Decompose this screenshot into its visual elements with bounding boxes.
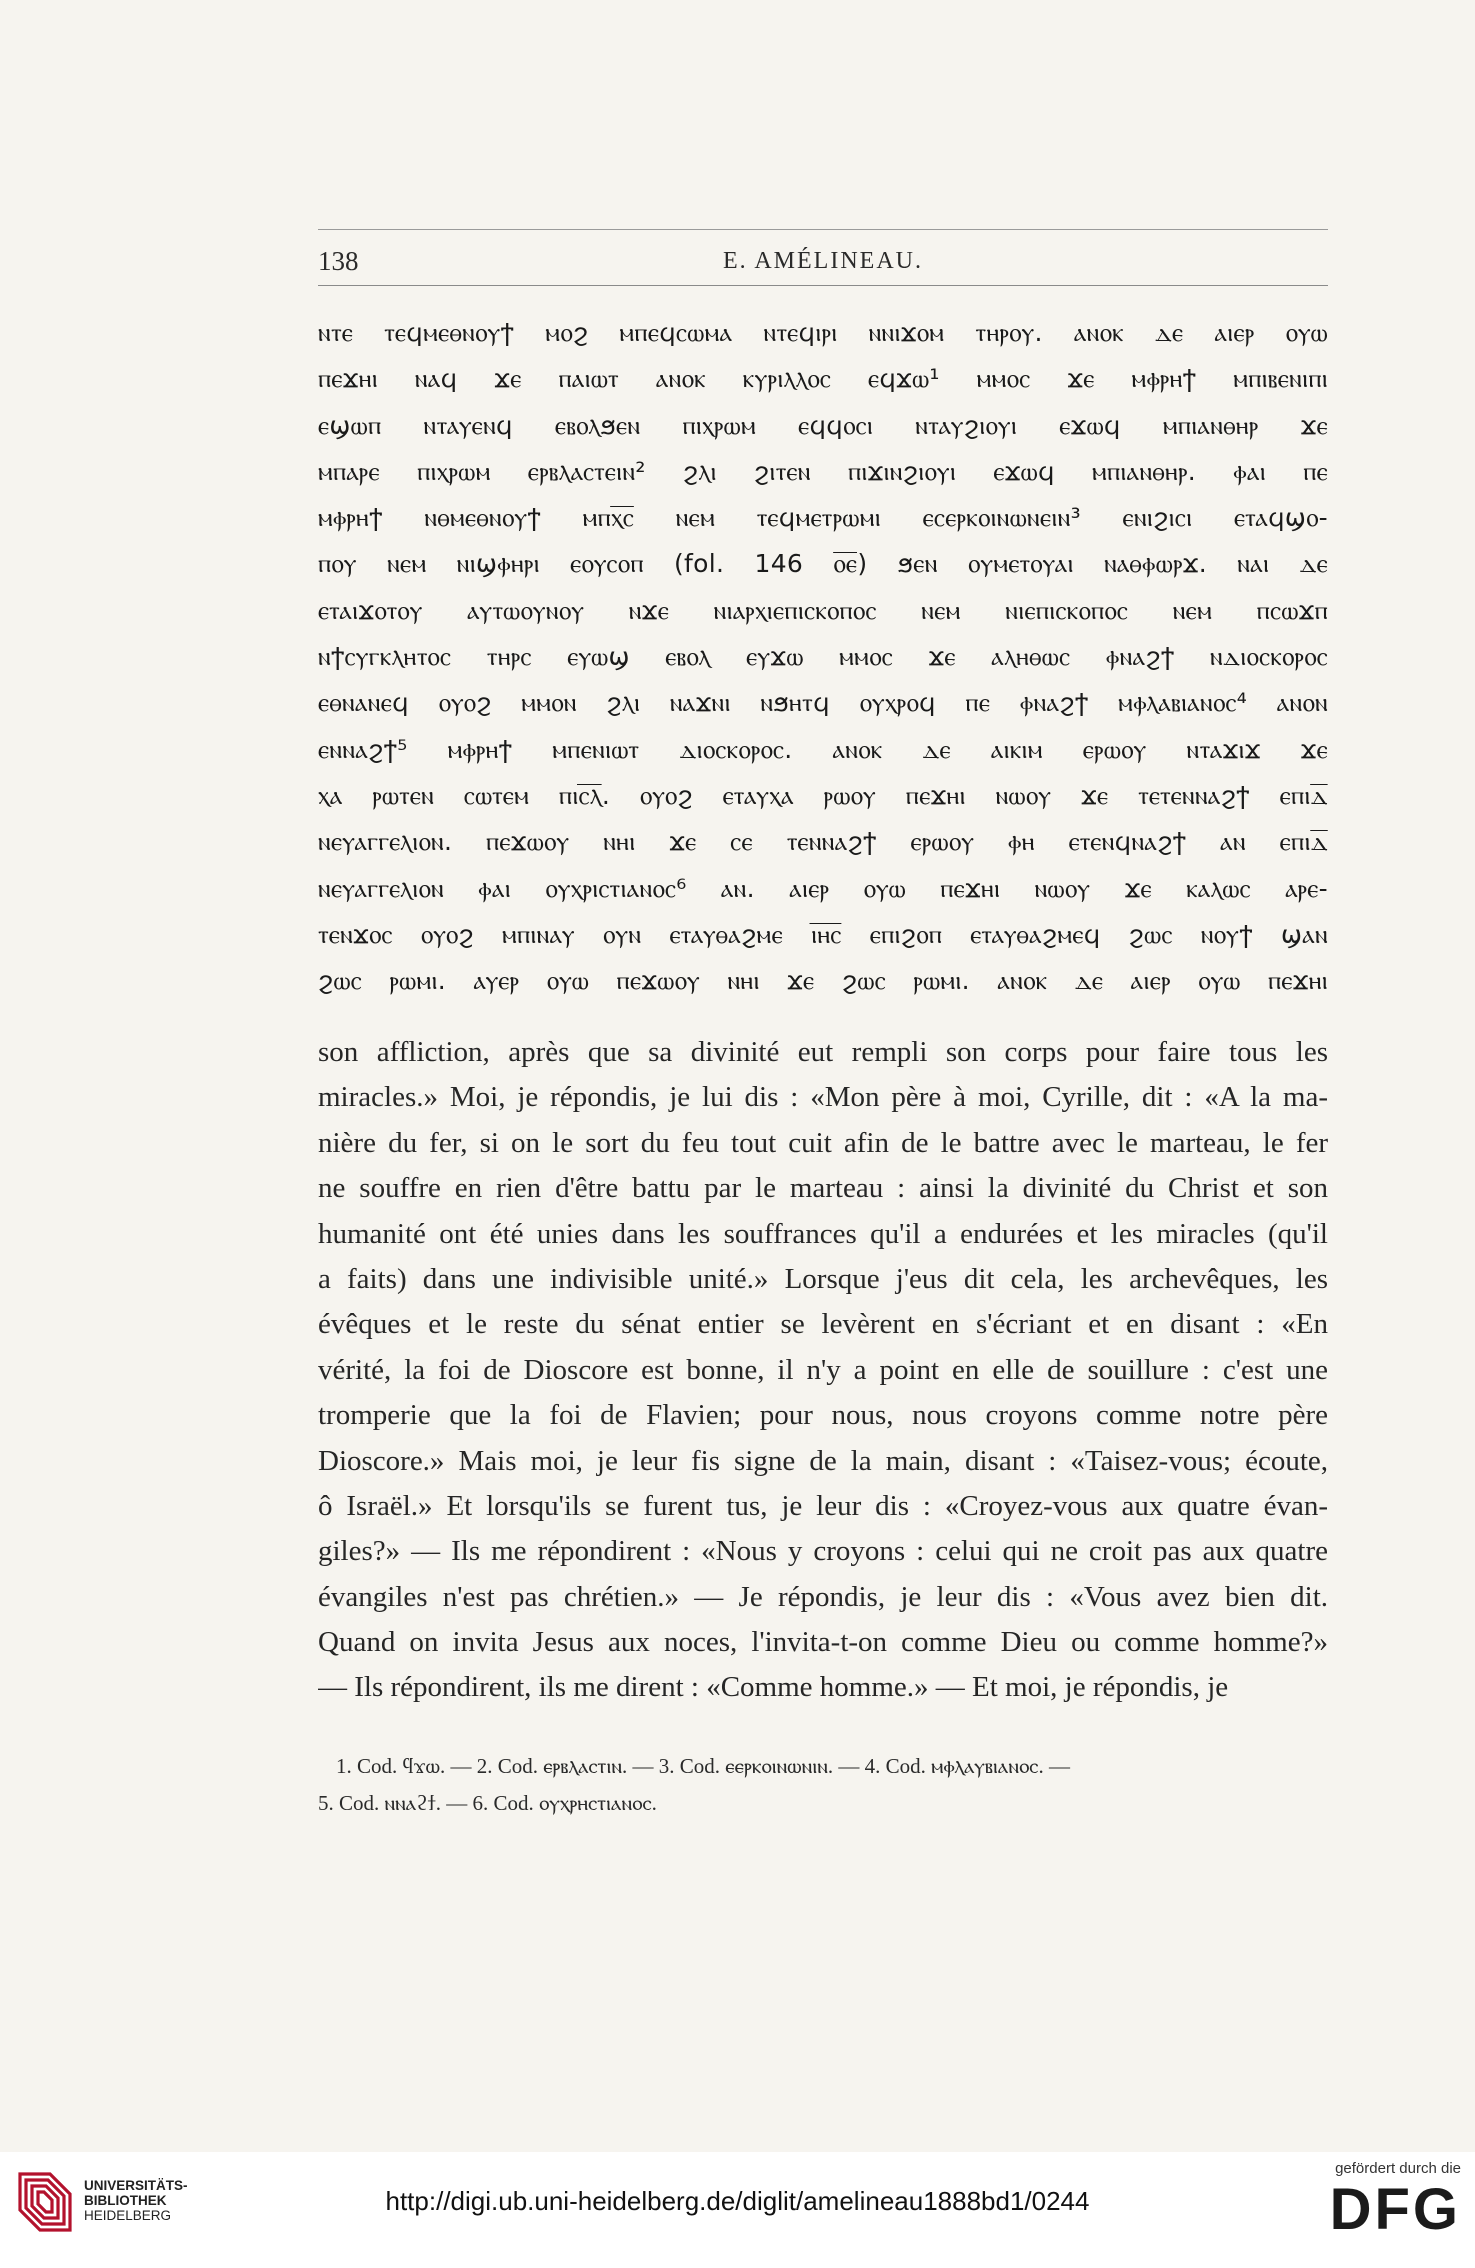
- french-line: giles?» — Ils me répondirent : «Nous y croyons : celui qui ne croit pas aux quatre: [318, 1535, 1328, 1568]
- page-number: 138: [318, 246, 359, 276]
- footnote-line: 5. Cod. ⲛⲛⲁϩϯ. — 6. Cod. ⲟⲩⲭⲣⲏⲥⲧⲓⲁⲛⲟⲥ.: [318, 1791, 657, 1815]
- coptic-line: ⲛⲉⲩⲁⲅⲅⲉⲗⲓⲟⲛ ⲫⲁⲓ ⲟⲩⲭⲣⲓⲥⲧⲓⲁⲛⲟⲥ⁶ ⲁⲛ. ⲁⲓⲉⲣ ⲟⲩⲱ ⲡⲉϫⲏⲓ ⲛⲱⲟⲩ ϫⲉ ⲕⲁⲗⲱⲥ ⲁⲣⲉ-: [318, 873, 1328, 903]
- coptic-line: ⲙⲡⲁⲣⲉ ⲡⲓⲭⲣⲱⲙ ⲉⲣⲃⲗⲁⲥⲧⲉⲓⲛ² ϩⲗⲓ ϩⲓⲧⲉⲛ ⲡⲓϫⲓⲛϩⲓⲟⲩⲓ ⲉϫⲱϥ ⲙⲡⲓⲁⲛⲑⲏⲣ. ⲫⲁⲓ ⲡⲉ: [318, 456, 1328, 486]
- french-line: — Ils répondirent, ils me dirent : «Comme homme.» — Et moi, je répondis, je: [318, 1671, 1229, 1704]
- dfg-logo-text: DFG: [1329, 2177, 1461, 2242]
- running-head: [318, 246, 1328, 280]
- french-line: vérité, la foi de Dioscore est bonne, il n'y a point en elle de souillure : c'est une: [318, 1353, 1328, 1386]
- french-line: a faits) dans une indivisible unité.» Lorsque j'eus dit cela, les archevêques, les: [318, 1262, 1328, 1295]
- funder-logo[interactable]: [1301, 2160, 1461, 2260]
- french-line: ô Israël.» Et lorsqu'ils se furent tus, je leur dis : «Croyez-vous aux quatre évan-: [318, 1489, 1328, 1522]
- running-title: E. AMÉLINEAU.: [723, 248, 923, 274]
- coptic-line: ⲙⲫⲣⲏϯ ⲛⲑⲙⲉⲑⲛⲟⲩϯ ⲙⲡⲭ̅ⲥ̅ ⲛⲉⲙ ⲧⲉϥⲙⲉⲧⲣⲱⲙⲓ ⲉⲥⲉⲣⲕⲟⲓⲛⲱⲛⲉⲓⲛ³ ⲉⲛⲓϩⲓⲥⲓ ⲉⲧⲁϥϣⲟ-: [318, 503, 1328, 533]
- permalink-url[interactable]: http://digi.ub.uni-heidelberg.de/diglit/amelineau1888bd1/0244: [385, 2186, 1090, 2216]
- viewer-footer-bar: [0, 2152, 1475, 2268]
- coptic-line: ⲡⲉϫⲏⲓ ⲛⲁϥ ϫⲉ ⲡⲁⲓⲱⲧ ⲁⲛⲟⲕ ⲕⲩⲣⲓⲗⲗⲟⲥ ⲉϥϫⲱ¹ ⲙⲙⲟⲥ ϫⲉ ⲙⲫⲣⲏϯ ⲙⲡⲓⲃⲉⲛⲓⲡⲓ: [318, 364, 1328, 394]
- footnotes: [318, 1748, 1328, 1822]
- coptic-line: ⲉⲛⲛⲁϩϯ⁵ ⲙⲫⲣⲏϯ ⲙⲡⲉⲛⲓⲱⲧ ⲇⲓⲟⲥⲕⲟⲣⲟⲥ. ⲁⲛⲟⲕ ⲇⲉ ⲁⲓⲕⲓⲙ ⲉⲣⲱⲟⲩ ⲛⲧⲁϫⲓϫ ϫⲉ: [318, 734, 1328, 764]
- french-line: humanité ont été unies dans les souffrances qu'il a endurées et les miracles (qu'il: [318, 1217, 1328, 1250]
- french-line: son affliction, après que sa divinité eut rempli son corps pour faire tous les: [318, 1036, 1328, 1068]
- french-line: tromperie que la foi de Flavien; pour nous, nous croyons comme notre père: [318, 1399, 1328, 1432]
- french-line: évêques et le reste du sénat entier se levèrent en s'écriant et en disant : «En: [318, 1308, 1328, 1341]
- coptic-line: ⲉϣⲱⲡ ⲛⲧⲁⲩⲉⲛϥ ⲉⲃⲟⲗϧⲉⲛ ⲡⲓⲭⲣⲱⲙ ⲉϥϥⲟⲥⲓ ⲛⲧⲁⲩϩⲓⲟⲩⲓ ⲉϫⲱϥ ⲙⲡⲓⲁⲛⲑⲏⲣ ϫⲉ: [318, 410, 1328, 440]
- coptic-text-block: [318, 310, 1328, 1004]
- coptic-line: ⲭⲁ ⲣⲱⲧⲉⲛ ⲥⲱⲧⲉⲙ ⲡⲓⲥ̅ⲗ̅. ⲟⲩⲟϩ ⲉⲧⲁⲩⲭⲁ ⲣⲱⲟⲩ ⲡⲉϫⲏⲓ ⲛⲱⲟⲩ ϫⲉ ⲧⲉⲧⲉⲛⲛⲁϩϯ ⲉⲡⲓⲇ̅: [318, 780, 1328, 810]
- coptic-line: ⲧⲉⲛϫⲟⲥ ⲟⲩⲟϩ ⲙⲡⲓⲛⲁⲩ ⲟⲩⲛ ⲉⲧⲁⲩⲑⲁϩⲙⲉ ⲓ̅ⲏ̅ⲥ̅ ⲉⲡⲓϩⲟⲡ ⲉⲧⲁⲩⲑⲁϩⲙⲉϥ ϩⲱⲥ ⲛⲟⲩϯ ϣⲁⲛ: [318, 919, 1328, 949]
- coptic-line: ⲛⲧⲉ ⲧⲉϥⲙⲉⲑⲛⲟⲩϯ ⲙⲟϩ ⲙⲡⲉϥⲥⲱⲙⲁ ⲛⲧⲉϥⲓⲣⲓ ⲛⲛⲓϫⲟⲙ ⲧⲏⲣⲟⲩ. ⲁⲛⲟⲕ ⲇⲉ ⲁⲓⲉⲣ ⲟⲩⲱ: [318, 318, 1328, 347]
- library-name-line: BIBLIOTHEK: [84, 2193, 167, 2208]
- french-line: ne souffre en rien d'être battu par le marteau : ainsi la divinité du Christ et son: [318, 1172, 1328, 1205]
- french-line: nière du fer, si on le sort du feu tout cuit afin de le battre avec le marteau, le fer: [318, 1126, 1328, 1159]
- funder-caption: gefördert durch die: [1335, 2160, 1461, 2177]
- coptic-line: ⲛⲉⲩⲁⲅⲅⲉⲗⲓⲟⲛ. ⲡⲉϫⲱⲟⲩ ⲛⲏⲓ ϫⲉ ⲥⲉ ⲧⲉⲛⲛⲁϩϯ ⲉⲣⲱⲟⲩ ⲫⲏ ⲉⲧⲉⲛϥⲛⲁϩϯ ⲁⲛ ⲉⲡⲓⲇ̅: [318, 827, 1328, 857]
- footnote-line: 1. Cod. ϥϫⲱ. — 2. Cod. ⲉⲣⲃⲗⲁⲥⲧⲓⲛ. — 3. Cod. ⲉⲉⲣⲕⲟⲓⲛⲱⲛⲓⲛ. — 4. Cod. ⲙⲫⲗⲁⲩⲃⲓⲁⲛⲟⲥ. —: [336, 1754, 1070, 1778]
- coptic-line: ⲉⲑⲛⲁⲛⲉϥ ⲟⲩⲟϩ ⲙⲙⲟⲛ ϩⲗⲓ ⲛⲁϫⲛⲓ ⲛϧⲏⲧϥ ⲟⲩⲭⲣⲟϥ ⲡⲉ ⲫⲛⲁϩϯ ⲙⲫⲗⲁⲃⲓⲁⲛⲟⲥ⁴ ⲁⲛⲟⲛ: [318, 688, 1328, 718]
- coptic-line: ⲡⲟⲩ ⲛⲉⲙ ⲛⲓϣⲫⲏⲣⲓ ⲉⲟⲩⲥⲟⲡ (fol. 146 ⲟ̅ⲉ̅) ϧⲉⲛ ⲟⲩⲙⲉⲧⲟⲩⲁⲓ ⲛⲁⲑⲫⲱⲣϫ. ⲛⲁⲓ ⲇⲉ: [318, 549, 1328, 579]
- library-name-line: HEIDELBERG: [84, 2208, 172, 2223]
- coptic-line: ⲛϯⲥⲩⲅⲕⲗⲏⲧⲟⲥ ⲧⲏⲣⲥ ⲉⲩⲱϣ ⲉⲃⲟⲗ ⲉⲩϫⲱ ⲙⲙⲟⲥ ϫⲉ ⲁⲗⲏⲑⲱⲥ ⲫⲛⲁϩϯ ⲛⲇⲓⲟⲥⲕⲟⲣⲟⲥ: [318, 642, 1328, 672]
- library-name-line: UNIVERSITÄTS-: [84, 2178, 188, 2193]
- french-line: évangiles n'est pas chrétien.» — Je répondis, je leur dis : «Vous avez bien dit.: [318, 1580, 1328, 1613]
- top-rule: [318, 229, 1328, 230]
- french-translation-block: [318, 1030, 1328, 1711]
- french-line: Dioscore.» Mais moi, je leur fis signe de la main, disant : «Taisez-vous; écoute,: [318, 1444, 1328, 1477]
- coptic-line: ϩⲱⲥ ⲣⲱⲙⲓ. ⲁⲩⲉⲣ ⲟⲩⲱ ⲡⲉϫⲱⲟⲩ ⲛⲏⲓ ϫⲉ ϩⲱⲥ ⲣⲱⲙⲓ. ⲁⲛⲟⲕ ⲇⲉ ⲁⲓⲉⲣ ⲟⲩⲱ ⲡⲉϫⲏⲓ: [318, 966, 1328, 996]
- header-rule: [318, 285, 1328, 286]
- french-line: miracles.» Moi, je répondis, je lui dis : «Mon père à moi, Cyrille, dit : «A la ma-: [318, 1081, 1328, 1114]
- french-line: Quand on invita Jesus aux noces, l'invita-t-on comme Dieu ou comme homme?»: [318, 1626, 1328, 1659]
- coptic-line: ⲉⲧⲁⲓϫⲟⲧⲟⲩ ⲁⲩⲧⲱⲟⲩⲛⲟⲩ ⲛϫⲉ ⲛⲓⲁⲣⲭⲓⲉⲡⲓⲥⲕⲟⲡⲟⲥ ⲛⲉⲙ ⲛⲓⲉⲡⲓⲥⲕⲟⲡⲟⲥ ⲛⲉⲙ ⲡⲥⲱϫⲡ: [318, 595, 1328, 625]
